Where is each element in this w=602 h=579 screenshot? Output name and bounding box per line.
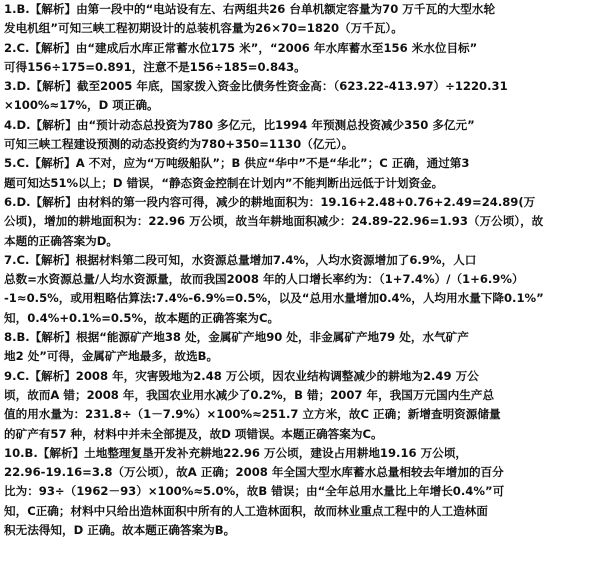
text-line-27: 知，C正确；材料中只给出造林面积中所有的人工造林面积，故而林业重点工程中的人工造林面 (4, 503, 488, 518)
text-line-25: 22.96-19.16=3.8（万公顷），故A 正确；2008 年全国大型水库蓄水总量相较去年增加的百分 (4, 465, 504, 480)
text-line-20: 9.C.【解析】2008 年，灾害毁地为2.48 万公顷，因农业结构调整减少的耕地为2.49 万公 (4, 368, 479, 383)
text-line-9: 5.C.【解析】A 不对，应为“万吨级船队”；B 供应“华中”不是“华北”；C 正确，通过第3 (4, 156, 470, 171)
text-line-12: 公顷)，增加的耕地面积为：22.96 万公顷，故当年耕地面积减少：24.89-22.96=1.93（万公顷），故 (4, 214, 544, 229)
text-line-10: 题可知达51%以上；D 错误，“静态资金控制在计划内”不能判断出远低于计划资金。 (4, 175, 444, 190)
text-line-8: 可知三峡工程建设预测的动态投资约为780+350=1130（亿元）。 (4, 137, 354, 152)
text-line-17: 知，0.4%+0.1%=0.5%，故本题的正确答案为C。 (4, 310, 280, 325)
answer-explanations (4, 0, 600, 560)
text-line-24: 10.B.【解析】土地整理复垦开发补充耕地22.96 万公顷，建设占用耕地19.16 万公顷， (4, 445, 468, 460)
text-line-13: 本题的正确答案为D。 (4, 233, 118, 248)
text-line-1: 1.B.【解析】由第一段中的“电站设有左、右两组共26 台单机额定容量为70 万千瓦的大型水轮 (4, 2, 496, 16)
text-line-15: 总数=水资源总量/人均水资源量，故而我国2008 年的人口增长率约为：（1+7.4%）/（1+6.9%） (4, 272, 524, 287)
text-line-14: 7.C.【解析】根据材料第二段可知，水资源总量增加7.4%，人均水资源增加了6.9%，人口 (4, 252, 477, 267)
text-line-18: 8.B.【解析】根据“能源矿产地38 处，金属矿产地90 处，非金属矿产地79 处，水气矿产 (4, 330, 469, 345)
text-line-7: 4.D.【解析】由“预计动态总投资为780 多亿元，比1994 年预测总投资减少350 多亿元” (4, 117, 475, 132)
text-line-23: 的矿产有57 种，材料中并未全部提及，故D 项错误。本题正确答案为C。 (4, 426, 383, 441)
text-line-26: 比为：93÷（1962－93）×100%≈5.0%，故B 错误；由“全年总用水量比上年增长0.4%”可 (4, 484, 505, 499)
text-line-5: 3.D.【解析】截至2005 年底，国家拨入资金比债务性资金高：（623.22-413.97）÷1220.31 (4, 79, 508, 94)
text-line-2: 发电机组”可知三峡工程初期设计的总装机容量为26×70=1820（万千瓦）。 (4, 21, 403, 36)
text-line-21: 顷，故而A 错；2008 年，我国农业用水减少了0.2%，B 错；2007 年，我国万元国内生产总 (4, 387, 495, 402)
text-line-29 (4, 540, 600, 559)
text-line-19: 地2 处”可得，金属矿产地最多，故选B。 (4, 349, 219, 364)
text-line-6: ×100%≈17%，D 项正确。 (4, 98, 159, 113)
text-line-28: 积无法得知，D 正确。故本题正确答案为B。 (4, 523, 236, 538)
text-line-4: 可得156÷175=0.891，注意不是156÷185=0.843。 (4, 59, 306, 74)
text-line-16: -1≈0.5%，或用粗略估算法:7.4%-6.9%=0.5%，以及“总用水量增加0.4%，人均用水量下降0.1%” (4, 291, 544, 306)
text-line-3: 2.C.【解析】由“建成后水库正常蓄水位175 米”，“2006 年水库蓄水至156 米水位目标” (4, 40, 478, 55)
text-line-11: 6.D.【解析】由材料的第一段内容可得，减少的耕地面积为：19.16+2.48+0.76+2.49=24.89(万 (4, 194, 536, 209)
text-line-22: 值的用水量为：231.8÷（1－7.9%）×100%≈251.7 立方米，故C 正确；新增查明资源储量 (4, 407, 501, 422)
